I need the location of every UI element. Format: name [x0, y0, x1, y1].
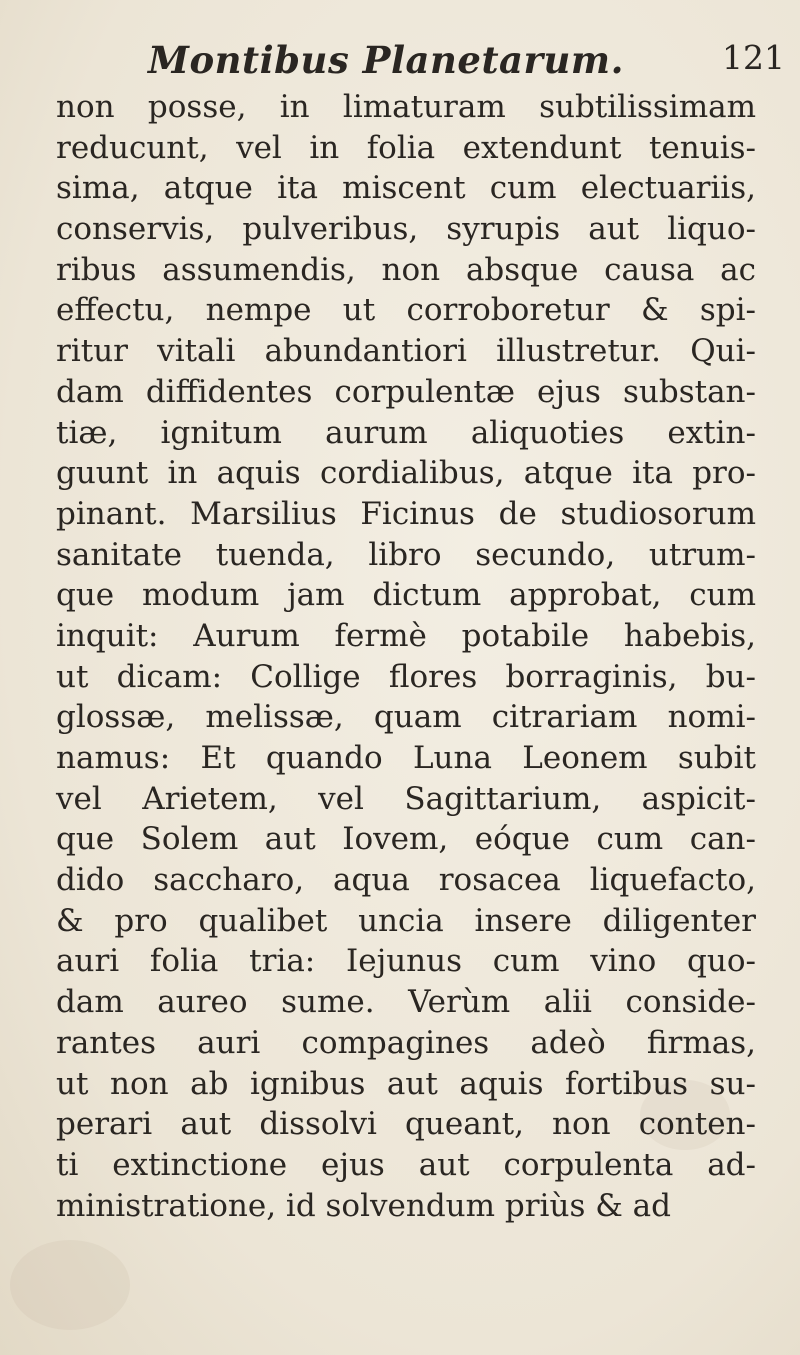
body-text — [56, 87, 756, 1226]
text-line: que Solem aut Iovem, eóque cum can- — [56, 821, 756, 858]
text-line: sima, atque ita miscent cum electuariis, — [56, 170, 756, 207]
text-line: pinant. Marsilius Ficinus de studiosorum — [56, 495, 756, 532]
text-line: que modum jam dictum approbat, cum — [56, 577, 756, 614]
text-line: namus: Et quando Luna Leonem subit — [56, 740, 756, 776]
text-line: dam aureo sume. Verùm alii conside- — [56, 984, 756, 1021]
text-line: & pro qualibet uncia insere diligenter — [56, 902, 756, 939]
text-line: glossæ, melissæ, quam citrariam nomi- — [56, 699, 756, 736]
page-header — [0, 38, 800, 88]
text-line: guunt in aquis cordialibus, atque ita pro- — [56, 455, 756, 492]
text-line: ti extinctione ejus aut corpulenta ad- — [56, 1146, 756, 1183]
text-line: perari aut dissolvi queant, non conten- — [56, 1106, 756, 1143]
page-number: 121 — [722, 38, 785, 77]
text-line: reducunt, vel in folia extendunt tenuis- — [56, 129, 756, 166]
text-line: vel Arietem, vel Sagittarium, aspicit- — [56, 780, 756, 817]
text-line: ut dicam: Collige flores borraginis, bu- — [56, 658, 756, 695]
text-line: inquit: Aurum fermè potabile habebis, — [56, 617, 756, 654]
text-line: ribus assumendis, non absque causa ac — [56, 251, 756, 288]
running-head: Montibus Planetarum. — [148, 38, 624, 82]
text-line: dam diffidentes corpulentæ ejus substan- — [56, 373, 756, 410]
text-line: sanitate tuenda, libro secundo, utrum- — [56, 536, 756, 573]
text-line: non posse, in limaturam subtilissimam — [56, 89, 756, 125]
text-line: ritur vitali abundantiori illustretur. Qui- — [56, 333, 756, 370]
text-line: dido saccharo, aqua rosacea liquefacto, — [56, 862, 756, 899]
text-line: rantes auri compagines adeò firmas, — [56, 1024, 756, 1061]
text-line: tiæ, ignitum aurum aliquoties extin- — [56, 414, 756, 451]
text-line: auri folia tria: Iejunus cum vino quo- — [56, 943, 756, 980]
paper-stain — [10, 1240, 130, 1330]
text-line: conservis, pulveribus, syrupis aut liquo- — [56, 211, 756, 248]
text-line: ut non ab ignibus aut aquis fortibus su- — [56, 1065, 756, 1102]
text-line: effectu, nempe ut corroboretur & spi- — [56, 292, 756, 329]
text-line: ministratione, id solvendum priùs & ad — [56, 1187, 671, 1224]
